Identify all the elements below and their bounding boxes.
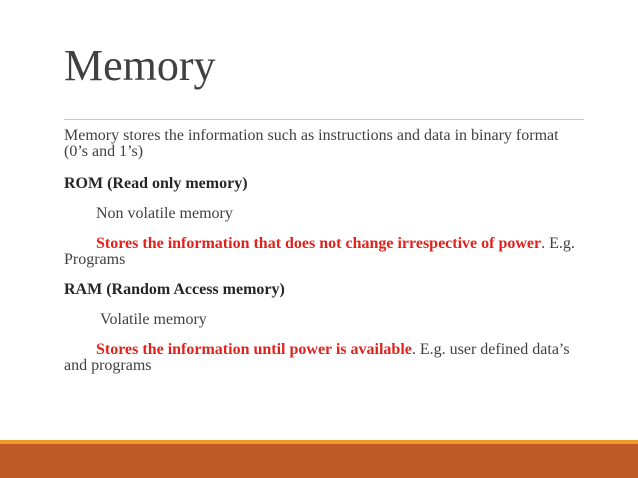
slide-body bbox=[64, 128, 579, 374]
rom-description-highlight: Stores the information that does not change irrespective of power bbox=[96, 235, 542, 252]
title-divider bbox=[64, 119, 584, 120]
rom-heading: ROM (Read only memory) bbox=[64, 175, 248, 192]
ram-type: Volatile memory bbox=[100, 311, 207, 328]
ram-heading: RAM (Random Access memory) bbox=[64, 281, 285, 298]
footer-band bbox=[0, 444, 638, 478]
ram-description-rest: . E.g. user defined data’s and programs bbox=[64, 341, 570, 374]
ram-description bbox=[64, 342, 579, 374]
slide-title: Memory bbox=[64, 41, 216, 90]
rom-description-rest: . E.g. Programs bbox=[64, 235, 575, 268]
intro-text: Memory stores the information such as instructions and data in binary format (0’s and 1’s) bbox=[64, 127, 559, 160]
rom-type: Non volatile memory bbox=[96, 205, 233, 222]
rom-description bbox=[64, 236, 579, 268]
ram-description-highlight: Stores the information until power is available bbox=[96, 341, 412, 358]
